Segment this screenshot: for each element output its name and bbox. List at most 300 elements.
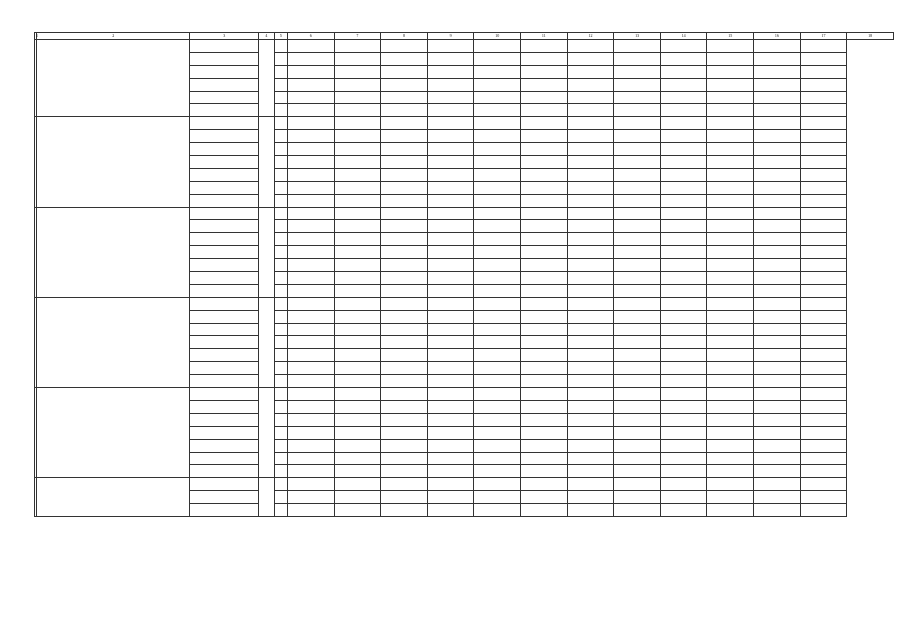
amount-cell [614, 426, 661, 439]
amount-cell [381, 439, 428, 452]
amount-cell [334, 388, 381, 401]
funding-source-cell [190, 362, 259, 375]
amount-cell [427, 156, 474, 169]
amount-cell [381, 297, 428, 310]
blank-cell [274, 413, 287, 426]
amount-cell [707, 400, 754, 413]
column-number-cell: 1 [36, 32, 38, 38]
amount-cell [521, 194, 568, 207]
amount-cell [754, 465, 801, 478]
amount-cell [754, 375, 801, 388]
amount-cell [614, 259, 661, 272]
amount-cell [660, 233, 707, 246]
amount-cell [567, 491, 614, 504]
amount-cell [334, 207, 381, 220]
amount-cell [288, 413, 335, 426]
amount-cell [754, 168, 801, 181]
amount-cell [521, 336, 568, 349]
amount-cell [334, 349, 381, 362]
blank-cell [274, 504, 287, 517]
column-number-cell: 3 [190, 33, 259, 40]
amount-cell [707, 194, 754, 207]
amount-cell [381, 130, 428, 143]
amount-cell [660, 181, 707, 194]
blank-cell [274, 156, 287, 169]
amount-cell [521, 207, 568, 220]
amount-cell [521, 130, 568, 143]
amount-cell [660, 259, 707, 272]
column-number-cell: 6 [288, 33, 335, 40]
amount-cell [800, 439, 847, 452]
amount-cell [567, 143, 614, 156]
amount-cell [707, 207, 754, 220]
funding-source-cell [190, 117, 259, 130]
amount-cell [521, 143, 568, 156]
funding-source-cell [190, 336, 259, 349]
column-number-cell: 8 [381, 33, 428, 40]
amount-cell [754, 504, 801, 517]
amount-cell [521, 426, 568, 439]
table-row [35, 388, 894, 401]
amount-cell [474, 117, 521, 130]
amount-cell [381, 65, 428, 78]
amount-cell [521, 272, 568, 285]
amount-cell [754, 246, 801, 259]
amount-cell [567, 91, 614, 104]
amount-cell [521, 40, 568, 53]
amount-cell [754, 297, 801, 310]
amount-cell [474, 52, 521, 65]
amount-cell [707, 336, 754, 349]
amount-cell [614, 400, 661, 413]
column-number-cell: 5 [274, 33, 287, 40]
amount-cell [707, 52, 754, 65]
amount-cell [614, 65, 661, 78]
blank-cell [274, 349, 287, 362]
amount-cell [660, 194, 707, 207]
amount-cell [334, 220, 381, 233]
amount-cell [707, 220, 754, 233]
amount-cell [288, 310, 335, 323]
amount-cell [474, 130, 521, 143]
blank-cell [274, 130, 287, 143]
amount-cell [474, 349, 521, 362]
amount-cell [660, 439, 707, 452]
amount-cell [381, 375, 428, 388]
amount-cell [754, 91, 801, 104]
amount-cell [521, 52, 568, 65]
column-number-cell: 10 [474, 33, 521, 40]
amount-cell [381, 413, 428, 426]
amount-cell [521, 439, 568, 452]
amount-cell [614, 78, 661, 91]
funding-source-cell [190, 78, 259, 91]
column-number-cell: 2 [37, 33, 190, 40]
amount-cell [614, 310, 661, 323]
amount-cell [334, 233, 381, 246]
amount-cell [614, 156, 661, 169]
amount-cell [567, 478, 614, 491]
code-cell [259, 297, 275, 387]
amount-cell [800, 156, 847, 169]
blank-cell [274, 478, 287, 491]
amount-cell [288, 91, 335, 104]
amount-cell [614, 323, 661, 336]
amount-cell [427, 220, 474, 233]
amount-cell [754, 272, 801, 285]
column-number-cell: 15 [707, 33, 754, 40]
amount-cell [660, 478, 707, 491]
amount-cell [474, 478, 521, 491]
amount-cell [614, 181, 661, 194]
amount-cell [754, 478, 801, 491]
column-number-cell: 9 [427, 33, 474, 40]
amount-cell [521, 465, 568, 478]
amount-cell [474, 310, 521, 323]
column-number-row [35, 33, 894, 40]
amount-cell [754, 310, 801, 323]
amount-cell [800, 323, 847, 336]
amount-cell [427, 272, 474, 285]
amount-cell [427, 52, 474, 65]
blank-cell [274, 194, 287, 207]
blank-cell [274, 143, 287, 156]
amount-cell [800, 310, 847, 323]
amount-cell [521, 349, 568, 362]
amount-cell [567, 336, 614, 349]
amount-cell [427, 478, 474, 491]
amount-cell [334, 40, 381, 53]
funding-source-cell [190, 207, 259, 220]
amount-cell [427, 504, 474, 517]
amount-cell [754, 362, 801, 375]
amount-cell [474, 78, 521, 91]
activity-name-cell [37, 207, 190, 297]
amount-cell [707, 413, 754, 426]
amount-cell [427, 297, 474, 310]
amount-cell [427, 246, 474, 259]
amount-cell [614, 143, 661, 156]
amount-cell [800, 259, 847, 272]
budget-table [34, 32, 894, 517]
amount-cell [381, 310, 428, 323]
amount-cell [707, 91, 754, 104]
amount-cell [521, 400, 568, 413]
amount-cell [567, 181, 614, 194]
amount-cell [381, 491, 428, 504]
amount-cell [707, 233, 754, 246]
amount-cell [288, 465, 335, 478]
amount-cell [754, 284, 801, 297]
amount-cell [614, 233, 661, 246]
funding-source-cell [190, 426, 259, 439]
amount-cell [707, 130, 754, 143]
blank-cell [274, 272, 287, 285]
amount-cell [660, 130, 707, 143]
amount-cell [474, 246, 521, 259]
amount-cell [707, 478, 754, 491]
amount-cell [474, 272, 521, 285]
amount-cell [381, 426, 428, 439]
amount-cell [288, 78, 335, 91]
amount-cell [707, 349, 754, 362]
amount-cell [567, 388, 614, 401]
amount-cell [334, 362, 381, 375]
blank-cell [274, 491, 287, 504]
blank-cell [274, 362, 287, 375]
amount-cell [474, 207, 521, 220]
funding-source-cell [190, 246, 259, 259]
amount-cell [660, 349, 707, 362]
amount-cell [567, 156, 614, 169]
amount-cell [288, 143, 335, 156]
amount-cell [614, 117, 661, 130]
amount-cell [521, 323, 568, 336]
amount-cell [614, 388, 661, 401]
amount-cell [754, 40, 801, 53]
amount-cell [567, 246, 614, 259]
amount-cell [567, 284, 614, 297]
amount-cell [288, 168, 335, 181]
amount-cell [707, 323, 754, 336]
amount-cell [288, 181, 335, 194]
amount-cell [427, 207, 474, 220]
amount-cell [474, 194, 521, 207]
amount-cell [381, 194, 428, 207]
blank-cell [274, 65, 287, 78]
amount-cell [614, 194, 661, 207]
column-number-cell: 11 [521, 33, 568, 40]
amount-cell [427, 400, 474, 413]
amount-cell [474, 65, 521, 78]
amount-cell [800, 246, 847, 259]
amount-cell [521, 168, 568, 181]
blank-cell [274, 181, 287, 194]
amount-cell [567, 375, 614, 388]
amount-cell [660, 491, 707, 504]
column-number-cell: 4 [259, 33, 275, 40]
table-row [35, 478, 894, 491]
amount-cell [707, 310, 754, 323]
amount-cell [474, 362, 521, 375]
amount-cell [754, 349, 801, 362]
amount-cell [800, 117, 847, 130]
amount-cell [707, 452, 754, 465]
amount-cell [660, 375, 707, 388]
amount-cell [800, 104, 847, 117]
amount-cell [614, 130, 661, 143]
funding-source-cell [190, 259, 259, 272]
amount-cell [754, 323, 801, 336]
amount-cell [474, 491, 521, 504]
amount-cell [707, 40, 754, 53]
amount-cell [427, 413, 474, 426]
amount-cell [754, 104, 801, 117]
funding-source-cell [190, 91, 259, 104]
amount-cell [567, 259, 614, 272]
amount-cell [288, 130, 335, 143]
amount-cell [660, 465, 707, 478]
amount-cell [567, 233, 614, 246]
amount-cell [660, 297, 707, 310]
amount-cell [660, 156, 707, 169]
amount-cell [707, 78, 754, 91]
funding-source-cell [190, 375, 259, 388]
blank-cell [274, 439, 287, 452]
amount-cell [660, 168, 707, 181]
amount-cell [334, 426, 381, 439]
amount-cell [800, 284, 847, 297]
amount-cell [567, 465, 614, 478]
amount-cell [334, 65, 381, 78]
amount-cell [521, 284, 568, 297]
blank-cell [274, 78, 287, 91]
amount-cell [800, 478, 847, 491]
amount-cell [707, 504, 754, 517]
amount-cell [427, 349, 474, 362]
amount-cell [474, 104, 521, 117]
amount-cell [567, 117, 614, 130]
blank-cell [274, 220, 287, 233]
amount-cell [381, 504, 428, 517]
activity-name-cell [37, 117, 190, 207]
amount-cell [521, 491, 568, 504]
amount-cell [754, 400, 801, 413]
code-cell [259, 207, 275, 297]
amount-cell [660, 52, 707, 65]
amount-cell [474, 504, 521, 517]
amount-cell [614, 465, 661, 478]
table-row [35, 117, 894, 130]
code-cell [259, 388, 275, 478]
amount-cell [660, 104, 707, 117]
amount-cell [427, 143, 474, 156]
amount-cell [288, 246, 335, 259]
budget-sheet [34, 32, 894, 517]
amount-cell [474, 297, 521, 310]
amount-cell [521, 452, 568, 465]
amount-cell [800, 362, 847, 375]
blank-cell [274, 40, 287, 53]
amount-cell [800, 504, 847, 517]
amount-cell [521, 259, 568, 272]
amount-cell [567, 439, 614, 452]
amount-cell [660, 323, 707, 336]
amount-cell [800, 349, 847, 362]
amount-cell [754, 491, 801, 504]
funding-source-cell [190, 465, 259, 478]
funding-source-cell [190, 130, 259, 143]
amount-cell [660, 272, 707, 285]
amount-cell [381, 362, 428, 375]
amount-cell [521, 65, 568, 78]
activity-name-cell [37, 388, 190, 478]
amount-cell [567, 362, 614, 375]
amount-cell [288, 439, 335, 452]
blank-cell [274, 297, 287, 310]
funding-source-cell [190, 491, 259, 504]
code-cell [259, 117, 275, 207]
amount-cell [474, 413, 521, 426]
funding-source-cell [190, 284, 259, 297]
amount-cell [707, 465, 754, 478]
amount-cell [567, 297, 614, 310]
amount-cell [381, 181, 428, 194]
amount-cell [334, 181, 381, 194]
amount-cell [381, 104, 428, 117]
amount-cell [427, 233, 474, 246]
amount-cell [567, 220, 614, 233]
amount-cell [521, 504, 568, 517]
column-number-cell: 18 [847, 33, 894, 40]
amount-cell [381, 465, 428, 478]
amount-cell [288, 323, 335, 336]
amount-cell [521, 375, 568, 388]
amount-cell [381, 207, 428, 220]
amount-cell [381, 143, 428, 156]
amount-cell [288, 362, 335, 375]
amount-cell [474, 388, 521, 401]
amount-cell [707, 246, 754, 259]
blank-cell [274, 91, 287, 104]
amount-cell [288, 104, 335, 117]
funding-source-cell [190, 143, 259, 156]
amount-cell [334, 375, 381, 388]
amount-cell [427, 388, 474, 401]
amount-cell [800, 375, 847, 388]
amount-cell [707, 156, 754, 169]
funding-source-cell [190, 439, 259, 452]
amount-cell [381, 400, 428, 413]
amount-cell [754, 143, 801, 156]
funding-source-cell [190, 104, 259, 117]
amount-cell [660, 78, 707, 91]
amount-cell [754, 117, 801, 130]
blank-cell [274, 336, 287, 349]
amount-cell [521, 104, 568, 117]
amount-cell [614, 207, 661, 220]
amount-cell [521, 156, 568, 169]
amount-cell [334, 284, 381, 297]
amount-cell [614, 91, 661, 104]
amount-cell [660, 400, 707, 413]
amount-cell [800, 181, 847, 194]
amount-cell [754, 156, 801, 169]
amount-cell [381, 478, 428, 491]
amount-cell [707, 362, 754, 375]
amount-cell [754, 220, 801, 233]
amount-cell [567, 65, 614, 78]
amount-cell [381, 284, 428, 297]
amount-cell [660, 40, 707, 53]
amount-cell [288, 233, 335, 246]
amount-cell [427, 168, 474, 181]
amount-cell [754, 452, 801, 465]
amount-cell [474, 375, 521, 388]
amount-cell [427, 130, 474, 143]
amount-cell [660, 207, 707, 220]
funding-source-cell [190, 478, 259, 491]
amount-cell [614, 336, 661, 349]
amount-cell [334, 491, 381, 504]
amount-cell [334, 400, 381, 413]
amount-cell [474, 259, 521, 272]
blank-cell [274, 117, 287, 130]
amount-cell [567, 130, 614, 143]
amount-cell [707, 284, 754, 297]
amount-cell [288, 504, 335, 517]
amount-cell [754, 194, 801, 207]
